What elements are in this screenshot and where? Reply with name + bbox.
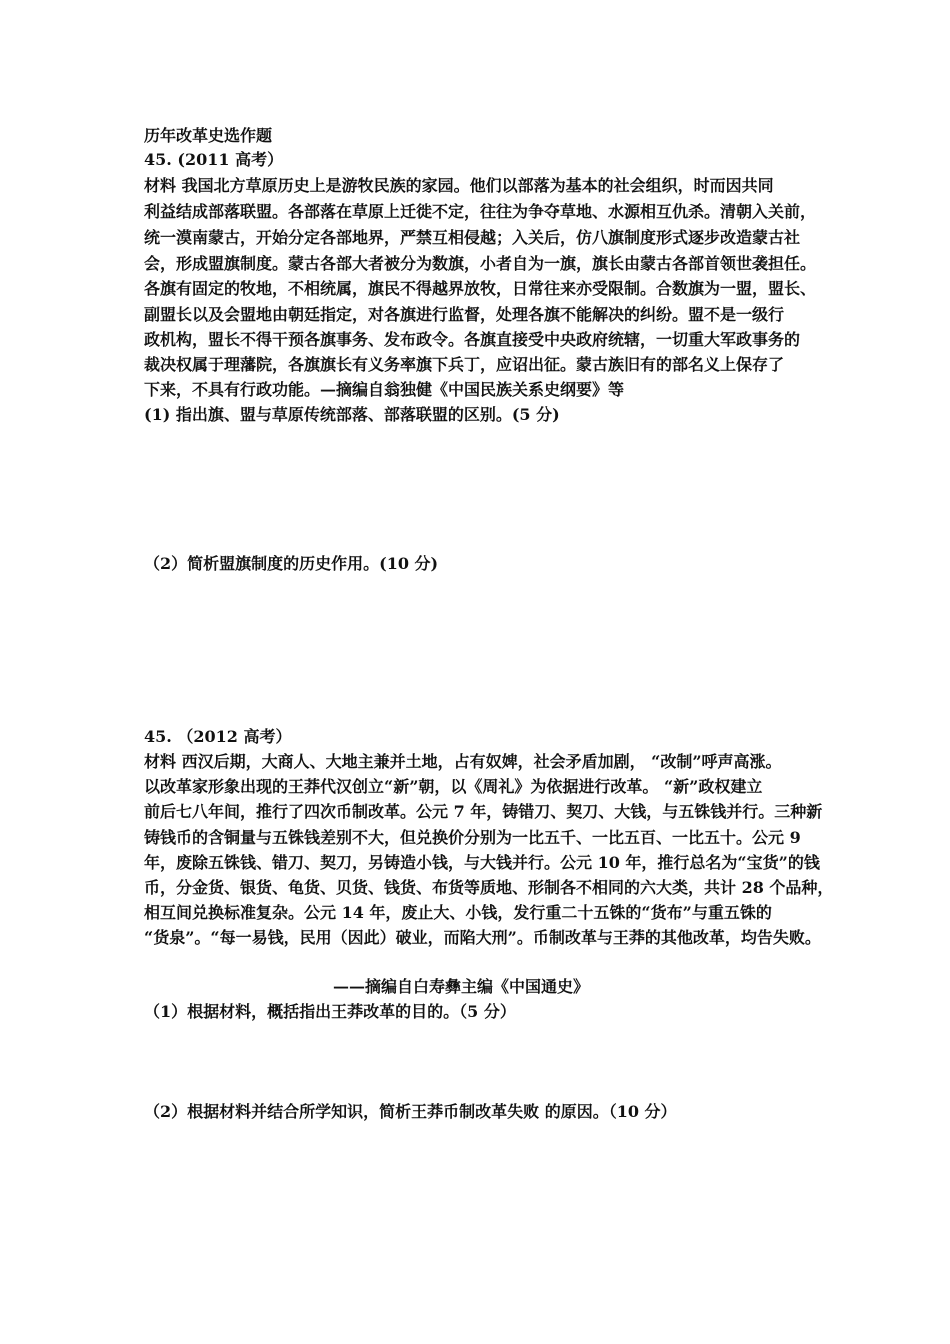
question-2012-part-2: （2）根据材料并结合所学知识，简析王莽币制改革失败 的原因。（10 分） [144, 1102, 677, 1121]
question-2012-heading: 45. （2012 高考） [144, 727, 292, 746]
material-2012-line: “货泉”。“每一易钱，民用（因此）破业，而陷大刑”。币制改革与王莽的其他改革，均告失败。 [144, 928, 821, 947]
document-title: 历年改革史选作题 [144, 126, 273, 145]
material-2012-line: 币，分金货、银货、龟货、贝货、钱货、布货等质地、形制各不相同的六大类，共计 28 个品种， [144, 878, 834, 897]
material-2011-line: 利益结成部落联盟。各部落在草原上迁徙不定，往往为争夺草地、水源相互仇杀。清朝入关前， [144, 202, 817, 221]
question-2012-part-1: （1）根据材料，概括指出王莽改革的目的。（5 分） [144, 1002, 516, 1021]
material-2011-line: 政机构，盟长不得干预各旗事务、发布政令。各旗直接受中央政府统辖，一切重大军政事务的 [144, 330, 801, 349]
question-2011-part-2: （2）简析盟旗制度的历史作用。(10 分) [144, 554, 439, 573]
question-2011-heading: 45. (2011 高考） [144, 150, 284, 169]
material-2012-line: 年，废除五铢钱、错刀、契刀，另铸造小钱，与大钱并行。公元 10 年，推行总名为“宝货”的钱 [144, 853, 820, 872]
material-2011-line: 会，形成盟旗制度。蒙古各部大者被分为数旗，小者自为一旗，旗长由蒙古各部首领世袭担任。 [144, 254, 817, 273]
material-2011-line: 裁决权属于理藩院，各旗旗长有义务率旗下兵丁，应诏出征。蒙古族旧有的部名义上保存了 [144, 355, 785, 374]
material-2011-line: 各旗有固定的牧地，不相统属，旗民不得越界放牧，日常往来亦受限制。合数旗为一盟，盟长、 [144, 279, 817, 298]
material-2011-line: 副盟长以及会盟地由朝廷指定，对各旗进行监督，处理各旗不能解决的纠纷。盟不是一级行 [144, 305, 785, 324]
material-2012-line: 相互间兑换标准复杂。公元 14 年，废止大、小钱，发行重二十五铢的“货布”与重五铢的 [144, 903, 772, 922]
question-2011-part-1: (1) 指出旗、盟与草原传统部落、部落联盟的区别。(5 分) [144, 405, 560, 424]
material-2012-line: 材料 西汉后期，大商人、大地主兼并土地，占有奴婢，社会矛盾加剧， “改制”呼声高涨。 [144, 752, 782, 771]
material-2012-line: 以改革家形象出现的王莽代汉创立“新”朝，以《周礼》为依据进行改革。 “新”政权建立 [144, 777, 763, 796]
material-2011-line: 统一漠南蒙古，开始分定各部地界，严禁互相侵越；入关后，仿八旗制度形式逐步改造蒙古社 [144, 228, 801, 247]
material-2012-line: 前后七八年间，推行了四次币制改革。公元 7 年，铸错刀、契刀、大钱，与五铢钱并行。三种新 [144, 802, 823, 821]
material-2012-line: 铸钱币的含铜量与五铢钱差别不大，但兑换价分别为一比五千、一比五百、一比五十。公元 9 [144, 828, 801, 847]
material-2012-source: ——摘编自白寿彝主编《中国通史》 [333, 977, 590, 996]
material-2011-line: 材料 我国北方草原历史上是游牧民族的家园。他们以部落为基本的社会组织，时而因共同 [144, 176, 774, 195]
material-2011-line: 下来，不具有行政功能。—摘编自翁独健《中国民族关系史纲要》等 [144, 380, 625, 399]
